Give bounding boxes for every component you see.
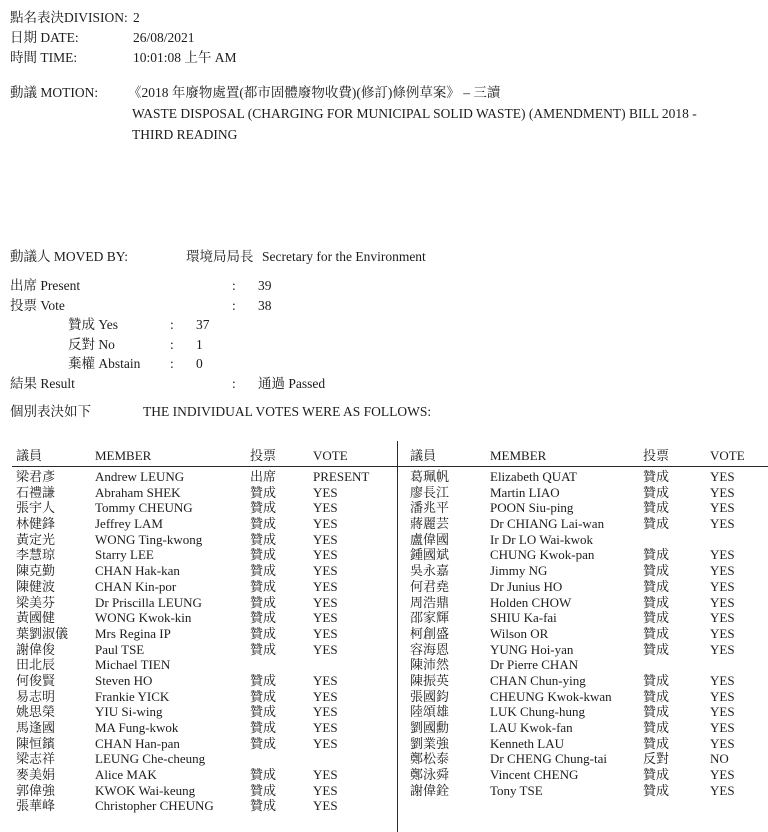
member-name-en: Wilson OR	[490, 625, 549, 641]
member-name-en: Holden CHOW	[490, 594, 572, 610]
member-name-cn: 盧偉國	[410, 531, 450, 547]
member-name-en: Dr CHIANG Lai-wan	[490, 516, 605, 532]
member-vote-cn: 贊成	[643, 547, 670, 563]
member-vote-en: YES	[710, 578, 735, 594]
member-vote-en: YES	[313, 484, 338, 500]
member-vote-en: YES	[313, 563, 338, 579]
member-name-cn: 蔣麗芸	[410, 516, 450, 532]
member-name-cn: 張宇人	[16, 500, 56, 516]
member-name-cn: 容海恩	[410, 641, 450, 657]
member-vote-en: YES	[313, 500, 338, 516]
member-name-en: MA Fung-kwok	[95, 720, 179, 735]
member-name-en: POON Siu-ping	[490, 500, 574, 516]
member-name-cn: 謝偉銓	[410, 782, 450, 798]
member-vote-en: YES	[710, 594, 735, 610]
member-vote-cn: 贊成	[643, 563, 670, 579]
abstain-colon: :	[170, 356, 174, 371]
member-name-cn: 陳健波	[16, 578, 56, 594]
yes-colon: :	[170, 317, 174, 332]
member-name-cn: 郭偉強	[16, 782, 56, 798]
member-name-en: YUNG Hoi-yan	[490, 641, 574, 657]
member-vote-en: YES	[710, 704, 735, 720]
table-header-right	[410, 448, 768, 464]
member-vote-cn: 贊成	[250, 484, 277, 500]
result-label: 結果 Result	[10, 376, 75, 391]
member-name-cn: 林健鋒	[16, 516, 56, 532]
member-name-en: Vincent CHENG	[490, 767, 579, 783]
member-name-en: CHAN Han-pan	[95, 735, 180, 751]
member-name-en: Elizabeth QUAT	[490, 469, 578, 484]
member-name-cn: 張國鈞	[410, 688, 450, 704]
member-vote-cn: 贊成	[250, 672, 277, 688]
division-value: 2	[133, 10, 140, 25]
member-name-en: Starry LEE	[95, 547, 154, 563]
member-vote-cn: 贊成	[643, 625, 670, 641]
member-vote-en: YES	[313, 767, 338, 783]
yes-count: 37	[196, 317, 210, 332]
member-name-en: Martin LIAO	[490, 484, 560, 500]
member-vote-en: YES	[313, 625, 338, 641]
table-header-left	[16, 448, 398, 464]
member-name-cn: 姚思榮	[16, 704, 56, 720]
member-vote-cn: 贊成	[250, 531, 277, 547]
member-vote-en: YES	[710, 672, 735, 688]
no-colon: :	[170, 337, 174, 352]
member-name-en: CHAN Chun-ying	[490, 672, 586, 688]
moved-by-value-cn: 環境局局長	[186, 249, 254, 264]
date-value: 26/08/2021	[133, 30, 195, 45]
member-vote-cn: 反對	[643, 751, 670, 767]
member-name-en: CHAN Hak-kan	[95, 563, 180, 579]
member-name-en: CHUNG Kwok-pan	[490, 547, 595, 563]
member-vote-cn: 贊成	[250, 767, 277, 783]
member-vote-cn: 贊成	[250, 782, 277, 798]
present-label: 出席 Present	[10, 278, 81, 293]
member-vote-cn	[250, 657, 313, 673]
member-vote-en: YES	[313, 720, 338, 735]
member-name-en: Paul TSE	[95, 641, 145, 657]
member-vote-en: YES	[313, 798, 338, 814]
member-name-cn: 劉國勳	[410, 720, 450, 735]
member-name-en: Andrew LEUNG	[95, 469, 185, 484]
member-vote-cn: 贊成	[250, 516, 277, 532]
member-name-cn: 黃國健	[16, 610, 56, 626]
vote-colon: :	[232, 298, 236, 313]
member-name-en: LEUNG Che-cheung	[95, 751, 206, 767]
member-vote-en: YES	[710, 735, 735, 751]
member-name-cn: 陳沛然	[410, 657, 450, 673]
member-name-cn: 易志明	[16, 688, 56, 704]
member-name-cn: 葛珮帆	[410, 469, 450, 484]
member-vote-en: YES	[313, 688, 338, 704]
member-vote-en: YES	[710, 610, 735, 626]
time-value: 10:01:08 上午 AM	[133, 50, 237, 65]
member-vote-en	[313, 751, 398, 767]
member-vote-cn: 贊成	[643, 484, 670, 500]
vote-label: 投票 Vote	[10, 298, 65, 313]
member-name-en: Alice MAK	[95, 767, 157, 783]
member-name-cn: 麥美娟	[16, 767, 56, 783]
member-name-cn: 馬逢國	[16, 720, 56, 735]
member-vote-en: YES	[313, 516, 338, 532]
header-vote-cn: 投票	[643, 448, 670, 463]
member-vote-en: YES	[710, 720, 735, 735]
date-label: 日期 DATE:	[10, 30, 79, 45]
member-name-en: Frankie YICK	[95, 688, 170, 704]
member-name-cn: 田北辰	[16, 657, 56, 673]
abstain-count: 0	[196, 356, 203, 371]
individual-votes-caption-cn: 個別表決如下	[10, 404, 91, 419]
member-name-en: YIU Si-wing	[95, 704, 163, 720]
member-vote-cn: 贊成	[643, 672, 670, 688]
member-vote-cn: 贊成	[643, 516, 670, 532]
member-vote-en: YES	[710, 688, 735, 704]
votes-table-left	[16, 469, 398, 814]
yes-label: 贊成 Yes	[68, 317, 119, 332]
member-name-en: Mrs Regina IP	[95, 625, 171, 641]
member-vote-cn: 贊成	[250, 798, 277, 814]
member-name-cn: 吳永嘉	[410, 563, 450, 579]
member-vote-cn: 贊成	[250, 563, 277, 579]
member-vote-en: YES	[313, 782, 338, 798]
member-vote-en: YES	[710, 500, 735, 516]
header-member-en: MEMBER	[95, 448, 152, 463]
member-name-cn: 鄭松泰	[410, 751, 450, 767]
member-vote-en: YES	[710, 641, 735, 657]
member-name-en: Ir Dr LO Wai-kwok	[490, 531, 594, 547]
member-name-en: Steven HO	[95, 672, 153, 688]
member-vote-en: YES	[710, 563, 735, 579]
result-colon: :	[232, 376, 236, 391]
member-name-en: Tony TSE	[490, 782, 543, 798]
member-vote-cn: 贊成	[643, 720, 670, 735]
member-name-cn: 張華峰	[16, 798, 56, 814]
member-name-cn: 何君堯	[410, 578, 450, 594]
motion-label: 動議 MOTION:	[10, 85, 99, 100]
motion-title-cn: 《2018 年廢物處置(都市固體廢物收費)(修訂)條例草案》 – 三讀	[128, 85, 501, 100]
member-vote-en: YES	[313, 594, 338, 610]
member-vote-cn: 贊成	[643, 610, 670, 626]
member-vote-cn	[643, 657, 710, 673]
member-vote-cn: 贊成	[250, 625, 277, 641]
member-vote-cn: 贊成	[643, 782, 670, 798]
motion-title-en-line1: WASTE DISPOSAL (CHARGING FOR MUNICIPAL SOLID WASTE) (AMENDMENT) BILL 2018 -	[132, 106, 697, 121]
member-vote-en: YES	[710, 547, 735, 563]
member-vote-cn: 贊成	[250, 720, 277, 735]
member-name-en: LAU Kwok-fan	[490, 720, 573, 735]
member-name-en: Dr Priscilla LEUNG	[95, 594, 202, 610]
time-label: 時間 TIME:	[10, 50, 78, 65]
header-vote-en: VOTE	[313, 448, 348, 463]
member-vote-en: NO	[710, 751, 729, 767]
member-vote-cn: 贊成	[250, 610, 277, 626]
member-name-cn: 鍾國斌	[410, 547, 450, 563]
header-vote-cn: 投票	[250, 448, 277, 463]
member-vote-cn: 贊成	[643, 469, 670, 484]
member-vote-cn	[250, 751, 313, 767]
member-name-cn: 謝偉俊	[16, 641, 56, 657]
member-name-en: CHEUNG Kwok-kwan	[490, 688, 612, 704]
member-name-cn: 石禮謙	[16, 484, 56, 500]
member-name-en: LUK Chung-hung	[490, 704, 585, 720]
member-name-en: Abraham SHEK	[95, 484, 181, 500]
no-count: 1	[196, 337, 203, 352]
member-vote-cn: 贊成	[250, 547, 277, 563]
member-vote-en: YES	[710, 625, 735, 641]
member-vote-cn	[643, 532, 710, 548]
member-vote-cn: 贊成	[250, 641, 277, 657]
member-name-en: Kenneth LAU	[490, 735, 565, 751]
member-vote-en	[710, 532, 768, 548]
header-member-cn: 議員	[410, 448, 437, 463]
member-vote-cn: 贊成	[643, 594, 670, 610]
member-name-en: KWOK Wai-keung	[95, 782, 196, 798]
votes-table-right	[410, 469, 768, 798]
abstain-label: 棄權 Abstain	[68, 356, 141, 371]
member-vote-cn: 贊成	[643, 688, 670, 704]
member-name-cn: 葉劉淑儀	[16, 625, 69, 641]
member-name-cn: 李慧琼	[16, 547, 56, 563]
member-vote-cn: 贊成	[643, 735, 670, 751]
present-count: 39	[258, 278, 272, 293]
member-name-en: SHIU Ka-fai	[490, 610, 557, 626]
member-vote-cn: 贊成	[643, 704, 670, 720]
member-name-cn: 梁美芬	[16, 594, 56, 610]
member-vote-en: YES	[313, 531, 338, 547]
member-vote-cn: 贊成	[250, 688, 277, 704]
member-vote-en: PRESENT	[313, 469, 370, 484]
member-name-cn: 鄭泳舜	[410, 767, 450, 783]
member-vote-en: YES	[313, 547, 338, 563]
member-vote-cn: 贊成	[250, 704, 277, 720]
member-name-cn: 劉業強	[410, 735, 450, 751]
member-name-cn: 柯創盛	[410, 625, 450, 641]
member-vote-cn: 贊成	[250, 500, 277, 516]
table-header-rule	[12, 466, 768, 467]
member-vote-cn: 贊成	[250, 735, 277, 751]
member-name-cn: 陸頌雄	[410, 704, 450, 720]
present-colon: :	[232, 278, 236, 293]
result-value: 通過 Passed	[258, 376, 326, 391]
member-name-cn: 陳振英	[410, 672, 450, 688]
member-vote-en	[313, 657, 398, 673]
member-name-cn: 陳恒鑌	[16, 735, 56, 751]
member-name-en: Tommy CHEUNG	[95, 500, 193, 516]
header-member-en: MEMBER	[490, 448, 547, 463]
member-vote-en	[710, 657, 768, 673]
member-name-en: Dr CHENG Chung-tai	[490, 751, 607, 767]
member-name-en: Dr Pierre CHAN	[490, 657, 579, 673]
member-vote-cn: 出席	[250, 469, 277, 484]
member-vote-en: YES	[710, 469, 735, 484]
division-label: 點名表決DIVISION:	[10, 10, 128, 25]
motion-title-en-line2: THIRD READING	[132, 127, 238, 142]
member-vote-en: YES	[313, 578, 338, 594]
member-name-en: Jimmy NG	[490, 563, 548, 579]
vote-count: 38	[258, 298, 272, 313]
member-name-en: Michael TIEN	[95, 657, 171, 673]
individual-votes-caption-en: THE INDIVIDUAL VOTES WERE AS FOLLOWS:	[143, 404, 432, 419]
member-name-en: Dr Junius HO	[490, 578, 563, 594]
member-name-cn: 黃定光	[16, 531, 56, 547]
member-vote-cn: 贊成	[643, 641, 670, 657]
member-vote-en: YES	[313, 641, 338, 657]
member-vote-en: YES	[710, 782, 735, 798]
member-name-cn: 潘兆平	[410, 500, 450, 516]
member-name-cn: 邵家輝	[410, 610, 450, 626]
member-vote-en: YES	[710, 484, 735, 500]
member-vote-cn: 贊成	[643, 500, 670, 516]
member-vote-en: YES	[710, 516, 735, 532]
member-vote-en: YES	[710, 767, 735, 783]
member-vote-en: YES	[313, 735, 338, 751]
moved-by-label: 動議人 MOVED BY:	[10, 249, 129, 264]
member-name-en: WONG Ting-kwong	[95, 531, 203, 547]
member-name-cn: 廖長江	[410, 484, 450, 500]
header-vote-en: VOTE	[710, 448, 745, 463]
member-vote-cn: 贊成	[250, 578, 277, 594]
no-label: 反對 No	[68, 337, 115, 352]
member-name-cn: 陳克勤	[16, 563, 56, 579]
member-name-en: Christopher CHEUNG	[95, 798, 214, 814]
member-vote-en: YES	[313, 610, 338, 626]
member-vote-cn: 贊成	[643, 767, 670, 783]
member-vote-en: YES	[313, 672, 338, 688]
member-name-cn: 梁志祥	[16, 751, 56, 767]
member-vote-en: YES	[313, 704, 338, 720]
member-name-cn: 周浩鼎	[410, 594, 450, 610]
member-name-en: CHAN Kin-por	[95, 578, 177, 594]
header-member-cn: 議員	[16, 448, 43, 463]
member-name-cn: 何俊賢	[16, 672, 56, 688]
member-vote-cn: 贊成	[643, 578, 670, 594]
moved-by-value-en: Secretary for the Environment	[262, 249, 426, 264]
member-vote-cn: 贊成	[250, 594, 277, 610]
member-name-en: Jeffrey LAM	[95, 516, 163, 532]
member-name-cn: 梁君彥	[16, 469, 56, 484]
member-name-en: WONG Kwok-kin	[95, 610, 192, 626]
